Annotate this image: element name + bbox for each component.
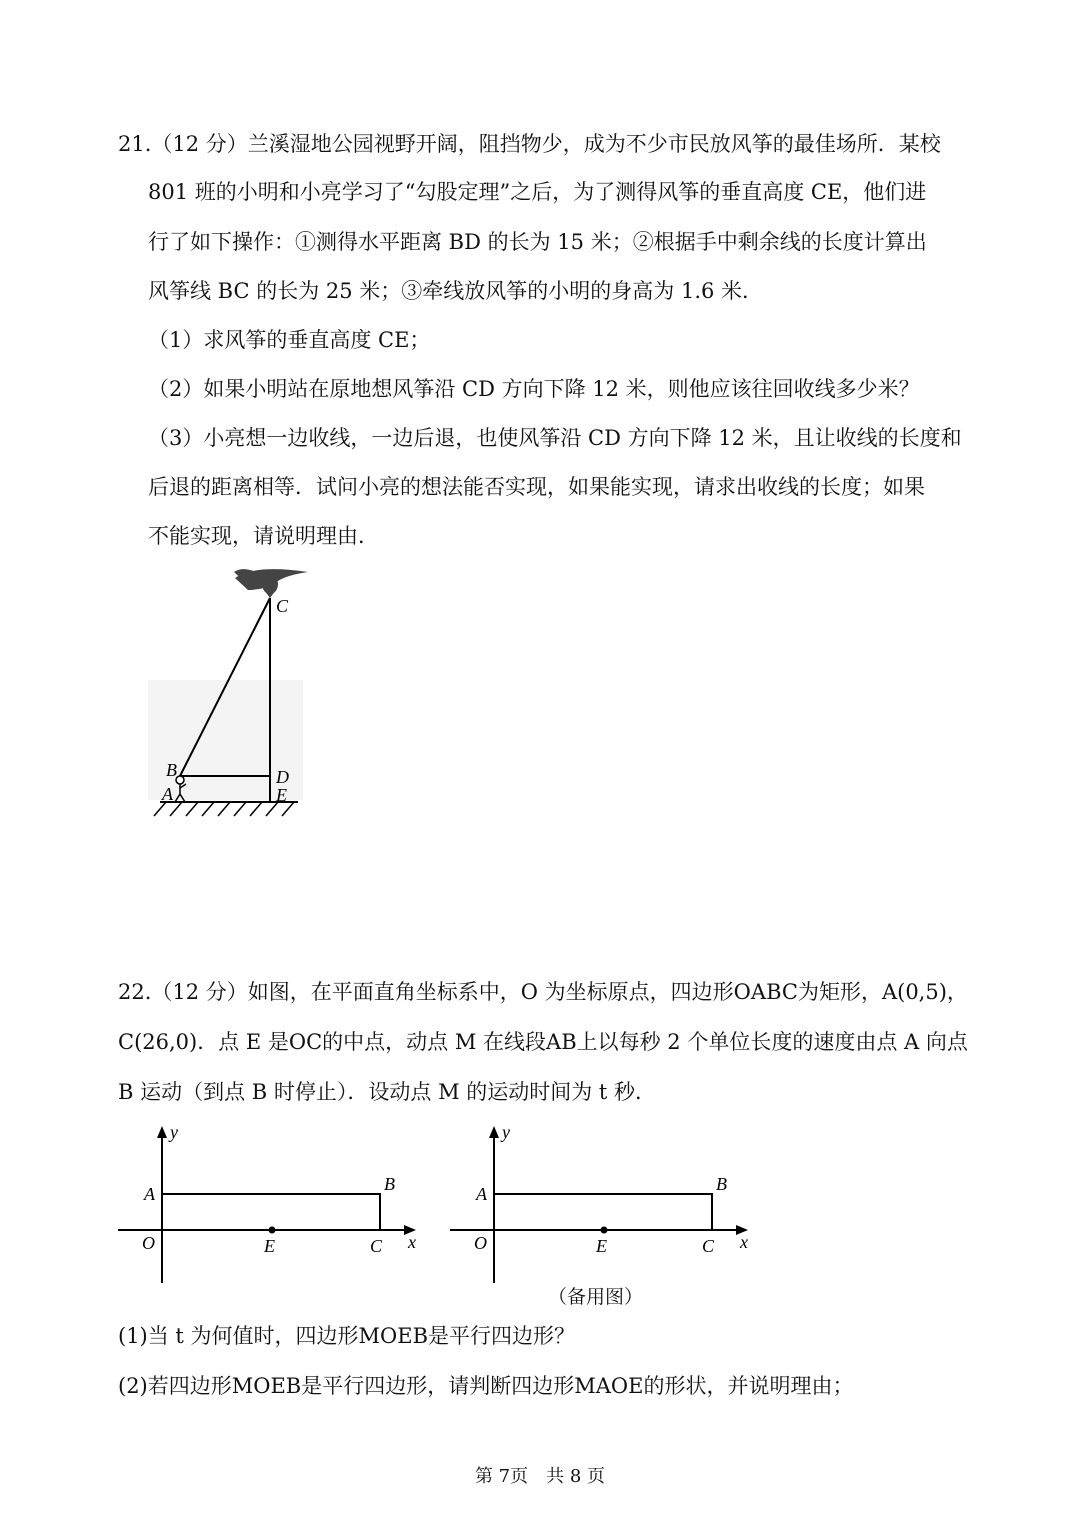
q21-line-4: 风筝线 BC 的长为 25 米；③牵线放风筝的小明的身高为 1.6 米． [148,279,764,303]
q21-sub-3: （3）小亮想一边收线，一边后退，也使风筝沿 CD 方向下降 12 米，且让收线的长度和 [148,426,962,450]
label-D: D [276,767,289,787]
y-axis-arrow-icon [157,1126,167,1138]
coordinate-figure-main [112,1118,432,1288]
label-C: C [276,596,289,616]
label-B: B [716,1174,727,1194]
label-B: B [166,760,177,780]
label-A: A [476,1184,487,1204]
label-E: E [596,1236,607,1256]
label-E: E [264,1236,275,1256]
kite-figure [140,560,320,825]
q21-line-2: 801 班的小明和小亮学习了“勾股定理”之后，为了测得风筝的垂直高度 CE，他们进 [148,180,927,204]
q22-line-3: B 运动（到点 B 时停止）．设动点 M 的运动时间为 t 秒． [118,1080,657,1104]
bird-icon [234,569,308,598]
q21-sub-3-cont: 后退的距离相等．试问小亮的想法能否实现，如果能实现，请求出收线的长度；如果 [148,475,925,499]
q21-line-1: 21.（12 分）兰溪湿地公园视野开阔，阻挡物少，成为不少市民放风筝的最佳场所．某校 [118,132,941,156]
label-x: x [408,1232,416,1252]
label-C: C [702,1236,715,1256]
q21-line-3: 行了如下操作：①测得水平距离 BD 的长为 15 米；②根据手中剩余线的长度计算出 [148,230,927,254]
label-x: x [740,1232,748,1252]
q21-sub-1: （1）求风筝的垂直高度 CE； [148,328,431,352]
q22-sub-1: (1)当 t 为何值时，四边形MOEB是平行四边形？ [118,1324,576,1348]
label-y: y [170,1122,178,1142]
label-y: y [502,1122,510,1142]
ground-hatching [154,802,294,816]
point-E [269,1227,276,1234]
rectangle-OABC [162,1194,380,1230]
label-O: O [474,1233,487,1253]
label-A: A [144,1184,155,1204]
label-A: A [162,784,173,804]
q22-line-1: 22.（12 分）如图，在平面直角坐标系中，O 为坐标原点，四边形OABC为矩形，A(0,5)， [118,980,968,1004]
page-footer: 第 7页 共 8 页 [474,1466,606,1487]
y-axis-arrow-icon [489,1126,499,1138]
q21-sub-2: （2）如果小明站在原地想风筝沿 CD 方向下降 12 米，则他应该往回收线多少米？ [148,377,920,401]
coordinate-figure-backup [444,1118,764,1288]
label-O: O [142,1233,155,1253]
q22-sub-2: (2)若四边形MOEB是平行四边形，请判断四边形MAOE的形状，并说明理由； [118,1374,854,1398]
q21-sub-3-end: 不能实现，请说明理由． [148,524,379,548]
label-C: C [370,1236,383,1256]
label-E: E [276,785,287,805]
point-E [601,1227,608,1234]
rectangle-OABC [494,1194,712,1230]
label-B: B [384,1174,395,1194]
q22-line-2: C(26,0)．点 E 是OC的中点，动点 M 在线段AB上以每秒 2 个单位长度的速度由点 A 向点 [118,1030,968,1054]
backup-figure-caption: （备用图） [548,1286,644,1308]
